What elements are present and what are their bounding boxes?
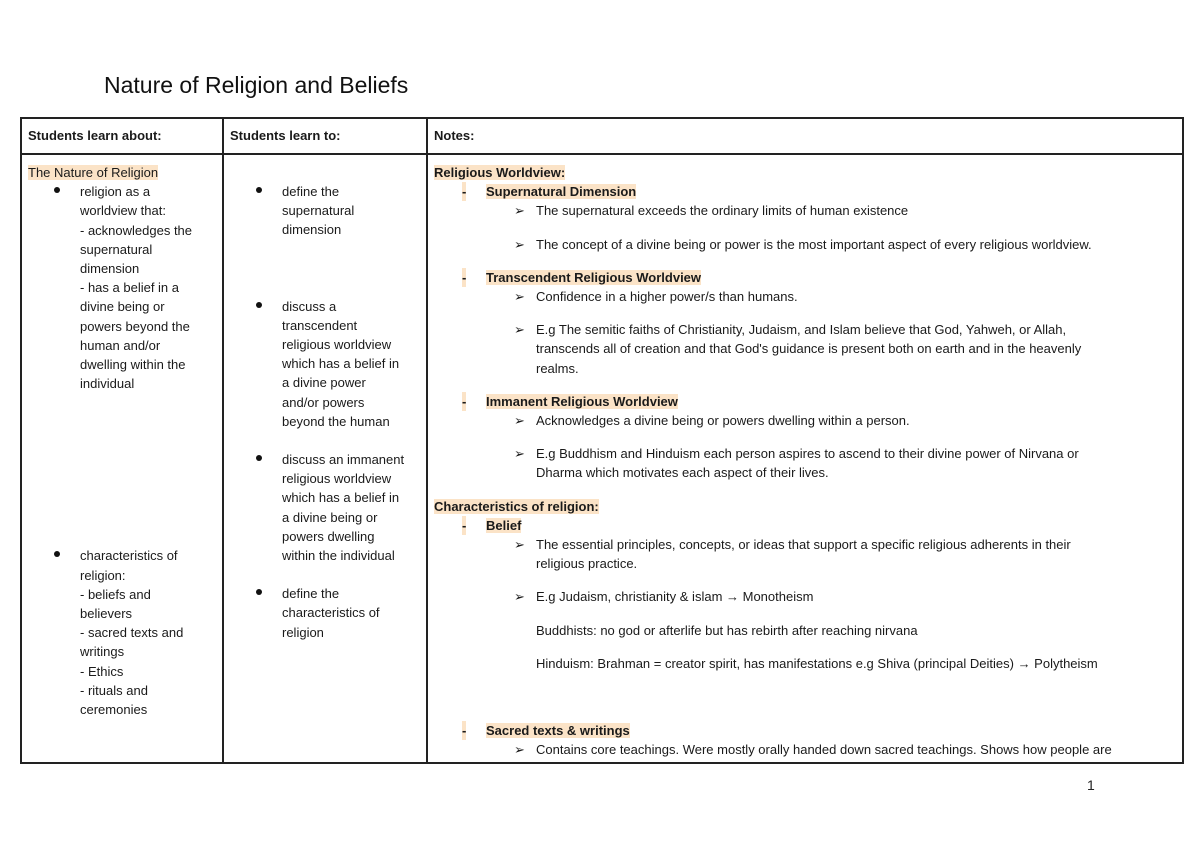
text-line: dwelling within the: [80, 357, 186, 373]
learn-to-column: [230, 163, 420, 642]
dash-marker: -: [462, 182, 466, 201]
text-line: characteristics of: [282, 605, 380, 621]
text-line: discuss an immanent: [282, 452, 405, 468]
text-line: individual: [80, 376, 135, 392]
notes-column: [434, 163, 1179, 759]
header-notes: Notes:: [434, 128, 475, 143]
text-line: discuss a: [282, 298, 337, 314]
header-learn-to: Students learn to:: [230, 128, 341, 143]
text-line: transcendent: [282, 317, 358, 333]
header-divider: [22, 153, 1182, 155]
subheading: [434, 721, 1179, 740]
text-line: Hinduism: Brahman = creator spirit, has manifestations e.g Shiva (principal Deities) → Polytheism: [536, 655, 1098, 671]
list-item: [28, 182, 216, 393]
text-line: define the: [282, 184, 340, 199]
text-line: - Ethics: [80, 663, 124, 679]
arrow-bullet-icon: ➢: [514, 589, 525, 605]
subheading-label: Supernatural Dimension: [486, 184, 637, 200]
text-line: dimension: [282, 222, 342, 238]
arrow-bullet-icon: ➢: [514, 322, 525, 338]
text-line: religion: [282, 624, 324, 640]
arrow-bullet-icon: ➢: [514, 203, 525, 219]
text-line: a divine power: [282, 375, 366, 391]
text-line: Contains core teachings. Were mostly orally handed down sacred teachings. Shows how people are: [536, 742, 1112, 758]
subheading-label: Belief: [486, 517, 522, 533]
text-line: a divine being or: [282, 509, 378, 525]
text-line: - acknowledges the: [80, 222, 193, 238]
bullet-icon: [256, 455, 262, 461]
text-line: divine being or: [80, 299, 165, 315]
text-line: Confidence in a higher power/s than humans.: [536, 289, 798, 305]
subheading: [434, 392, 1179, 411]
text-line: - rituals and: [80, 682, 148, 698]
text-line: dimension: [80, 261, 140, 277]
header-learn-about: Students learn about:: [28, 128, 162, 143]
arrow-bullet-icon: ➢: [514, 537, 525, 553]
subheading-label: Immanent Religious Worldview: [486, 393, 678, 409]
list-item: [230, 584, 420, 642]
text-line: worldview that:: [80, 203, 166, 219]
text-line: Acknowledges a divine being or powers dwelling within a person.: [536, 413, 910, 429]
text-line: powers beyond the: [80, 318, 190, 334]
bullet-icon: [256, 187, 262, 193]
list-item: [230, 450, 420, 565]
list-item: [28, 546, 216, 719]
column-divider: [426, 119, 428, 762]
learn-about-column: [28, 163, 216, 719]
text-line: religious practice.: [536, 556, 638, 572]
subheading-label: Transcendent Religious Worldview: [486, 269, 702, 285]
text-line: Buddhists: no god or afterlife but has rebirth after reaching nirvana: [536, 622, 918, 638]
bullet-icon: [54, 551, 60, 557]
list-item: [434, 740, 1179, 759]
text-line: which has a belief in: [282, 356, 400, 372]
section-heading: The Nature of Religion: [28, 165, 159, 180]
text-line: E.g The semitic faiths of Christianity, Judaism, and Islam believe that God, Yahweh, or Allah,: [536, 322, 1067, 338]
list-item: [434, 287, 1179, 306]
arrow-bullet-icon: ➢: [514, 413, 525, 429]
text-line: human and/or: [80, 337, 161, 353]
text-line: Dharma which motivates each aspect of their lives.: [536, 465, 829, 481]
text-line: transcends all of creation and that God's guidance is present both on earth and in the heavenly: [536, 341, 1082, 357]
subheading: [434, 182, 1179, 201]
dash-marker: -: [462, 516, 466, 535]
list-item: [434, 320, 1179, 378]
subheading: [434, 268, 1179, 287]
text-line: E.g Buddhism and Hinduism each person aspires to ascend to their divine power of Nirvana or: [536, 446, 1079, 462]
text-line: religion as a: [80, 184, 151, 200]
list-item: [434, 444, 1179, 482]
text-line: believers: [80, 606, 133, 622]
dash-marker: -: [462, 721, 466, 740]
column-divider: [222, 119, 224, 762]
text-line: religious worldview: [282, 471, 392, 487]
text-line: E.g Judaism, christianity & islam → Monotheism: [536, 589, 814, 605]
text-line: supernatural: [282, 203, 355, 219]
arrow-bullet-icon: ➢: [514, 742, 525, 758]
bullet-icon: [256, 302, 262, 308]
list-item: [434, 411, 1179, 430]
text-line: - has a belief in a: [80, 280, 180, 296]
bullet-icon: [256, 589, 262, 595]
section-heading: Religious Worldview:: [434, 165, 566, 180]
text-line: religion:: [80, 567, 126, 583]
text-line: beyond the human: [282, 413, 390, 429]
text-line: ceremonies: [80, 702, 148, 718]
list-item: [230, 182, 420, 240]
dash-marker: -: [462, 268, 466, 287]
text-line: writings: [80, 644, 125, 660]
text-line: powers dwelling: [282, 528, 375, 544]
text-line: The essential principles, concepts, or ideas that support a specific religious adherents in their: [536, 537, 1071, 553]
list-item: [434, 235, 1179, 254]
text-line: and/or powers: [282, 394, 365, 410]
text-line: - sacred texts and: [80, 625, 184, 641]
text-line: within the individual: [282, 548, 395, 564]
arrow-bullet-icon: ➢: [514, 446, 525, 462]
list-item: [230, 297, 420, 431]
section-heading: Characteristics of religion:: [434, 498, 599, 514]
page-title: Nature of Religion and Beliefs: [104, 72, 409, 98]
subheading-label: Sacred texts & writings: [486, 723, 630, 739]
list-item: [434, 535, 1179, 573]
text-line: realms.: [536, 360, 579, 376]
text-line: characteristics of: [80, 548, 178, 564]
text-line: The concept of a divine being or power is the most important aspect of every religious worldview.: [536, 236, 1092, 252]
list-item: [434, 587, 1179, 606]
arrow-bullet-icon: ➢: [514, 289, 525, 305]
text-line: which has a belief in: [282, 490, 400, 506]
text-line: define the: [282, 586, 340, 602]
syllabus-table: [20, 117, 1184, 764]
arrow-bullet-icon: ➢: [514, 236, 525, 252]
page-number: 1: [1087, 777, 1095, 793]
list-item: [434, 201, 1179, 220]
text-line: supernatural: [80, 241, 153, 257]
text-line: - beliefs and: [80, 586, 151, 602]
subheading: [434, 516, 1179, 535]
text-line: religious worldview: [282, 337, 392, 353]
text-line: The supernatural exceeds the ordinary limits of human existence: [536, 203, 909, 219]
bullet-icon: [54, 187, 60, 193]
dash-marker: -: [462, 392, 466, 411]
